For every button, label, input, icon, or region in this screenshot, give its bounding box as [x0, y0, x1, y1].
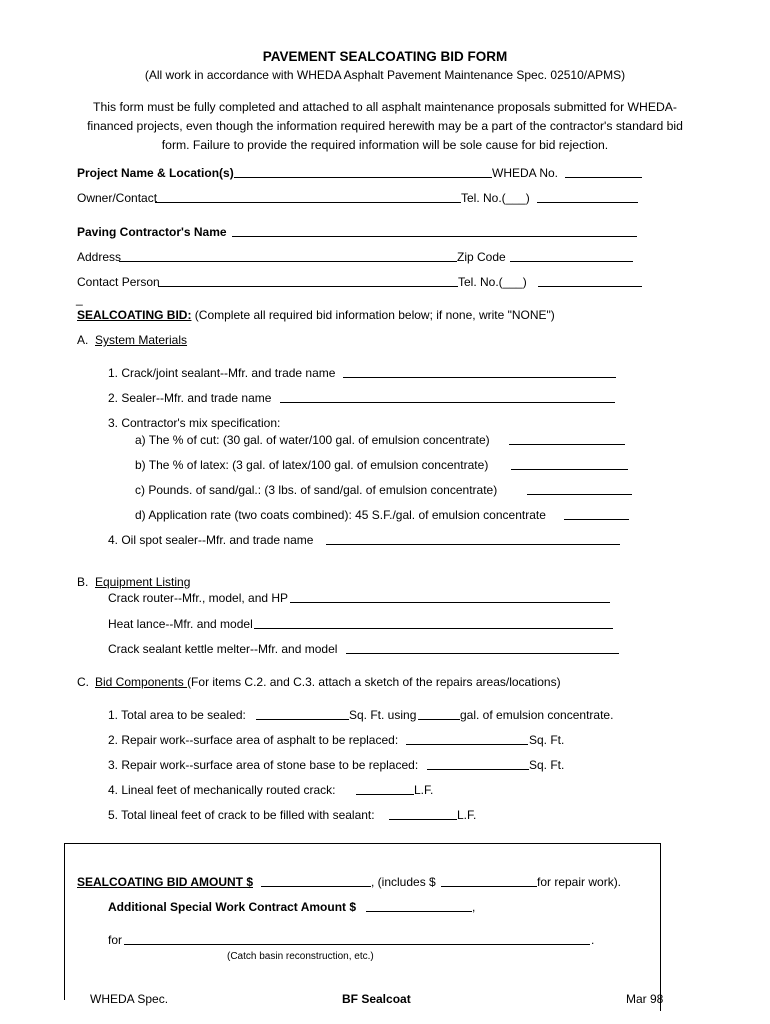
project-name-field[interactable] [234, 177, 492, 178]
section-b-title: Equipment Listing [95, 575, 191, 589]
sealcoating-bid-note: (Complete all required bid information below; if none, write "NONE") [191, 308, 555, 322]
sq-ft-using-label: Sq. Ft. using [349, 708, 417, 722]
emulsion-gallons-field[interactable] [418, 719, 460, 720]
section-a-title: System Materials [95, 333, 188, 347]
sand-per-gal-label: c) Pounds. of sand/gal.: (3 lbs. of sand/gal. of emulsion concentrate) [135, 483, 498, 497]
oil-spot-sealer-field[interactable] [326, 544, 620, 545]
crack-router-field[interactable] [290, 602, 610, 603]
asphalt-repair-label: 2. Repair work--surface area of asphalt to be replaced: [108, 733, 399, 747]
oil-spot-sealer-label: 4. Oil spot sealer--Mfr. and trade name [108, 533, 314, 547]
sealer-label: 2. Sealer--Mfr. and trade name [108, 391, 272, 405]
section-b-letter: B. [77, 575, 89, 589]
crack-filled-field[interactable] [389, 819, 457, 820]
address-label: Address [77, 250, 122, 264]
wheda-no-label: WHEDA No. [492, 166, 559, 180]
catch-basin-note: (Catch basin reconstruction, etc.) [227, 951, 374, 962]
sealcoating-bid-heading [77, 308, 555, 322]
section-c-title: Bid Components [95, 675, 188, 689]
sealer-field[interactable] [280, 402, 615, 403]
includes-label: , (includes $ [371, 875, 436, 889]
crack-filled-unit: L.F. [457, 808, 477, 822]
crack-sealant-field[interactable] [343, 377, 616, 378]
bid-amount-label: SEALCOATING BID AMOUNT $ [77, 875, 253, 889]
owner-tel-field[interactable] [537, 202, 638, 203]
total-area-field[interactable] [256, 719, 349, 720]
amount-box-right-border [660, 843, 661, 1011]
repair-amount-field[interactable] [441, 886, 537, 887]
section-c-heading [95, 675, 561, 689]
kettle-melter-label: Crack sealant kettle melter--Mfr. and model [108, 642, 338, 656]
wheda-no-field[interactable] [565, 177, 642, 178]
project-name-label: Project Name & Location(s) [77, 166, 234, 180]
owner-contact-field[interactable] [155, 202, 461, 203]
kettle-melter-field[interactable] [346, 653, 619, 654]
repair-work-label: for repair work). [537, 875, 622, 889]
routed-crack-field[interactable] [356, 794, 414, 795]
percent-cut-field[interactable] [509, 444, 625, 445]
owner-tel-label: Tel. No.(___) [461, 191, 530, 205]
sealcoating-bid-title: SEALCOATING BID: [77, 308, 192, 322]
contact-person-field[interactable] [158, 286, 458, 287]
stone-base-repair-field[interactable] [427, 769, 529, 770]
crack-sealant-label: 1. Crack/joint sealant--Mfr. and trade name [108, 366, 336, 380]
paving-contractor-field[interactable] [232, 236, 637, 237]
percent-latex-field[interactable] [511, 469, 628, 470]
address-field[interactable] [119, 261, 457, 262]
application-rate-label: d) Application rate (two coats combined): 45 S.F./gal. of emulsion concentrate [135, 508, 546, 522]
paving-contractor-label: Paving Contractor's Name [77, 225, 227, 239]
amount-box-left-border [64, 843, 65, 1000]
owner-contact-label: Owner/Contact [77, 191, 158, 205]
stone-base-repair-unit: Sq. Ft. [529, 758, 565, 772]
contact-tel-field[interactable] [538, 286, 642, 287]
bid-amount-field[interactable] [261, 886, 371, 887]
asphalt-repair-unit: Sq. Ft. [529, 733, 565, 747]
contact-person-label: Contact Person [77, 275, 160, 289]
additional-work-label: Additional Special Work Contract Amount $ [108, 900, 357, 914]
percent-cut-label: a) The % of cut: (30 gal. of water/100 gal. of emulsion concentrate) [135, 433, 490, 447]
form-title: PAVEMENT SEALCOATING BID FORM [262, 49, 508, 64]
routed-crack-unit: L.F. [414, 783, 434, 797]
form-subtitle: (All work in accordance with WHEDA Asphalt Pavement Maintenance Spec. 02510/APMS) [144, 68, 626, 82]
footer-date: Mar 98 [626, 992, 664, 1006]
additional-work-comma: , [472, 900, 476, 914]
asphalt-repair-field[interactable] [406, 744, 528, 745]
application-rate-field[interactable] [564, 519, 629, 520]
heat-lance-label: Heat lance--Mfr. and model [108, 617, 253, 631]
section-a-letter: A. [77, 333, 89, 347]
mix-spec-label: 3. Contractor's mix specification: [108, 416, 281, 430]
for-description-field[interactable] [124, 944, 590, 945]
stone-base-repair-label: 3. Repair work--surface area of stone base to be replaced: [108, 758, 419, 772]
percent-latex-label: b) The % of latex: (3 gal. of latex/100 gal. of emulsion concentrate) [135, 458, 489, 472]
zip-code-label: Zip Code [457, 250, 506, 264]
additional-work-field[interactable] [366, 911, 472, 912]
heat-lance-field[interactable] [254, 628, 613, 629]
footer-spec: WHEDA Spec. [90, 992, 169, 1006]
stray-dash: _ [76, 292, 83, 306]
total-area-label: 1. Total area to be sealed: [108, 708, 246, 722]
crack-router-label: Crack router--Mfr., model, and HP [108, 591, 289, 605]
emulsion-concentrate-label: gal. of emulsion concentrate. [460, 708, 614, 722]
sand-per-gal-field[interactable] [527, 494, 632, 495]
contact-tel-label: Tel. No.(___) [458, 275, 527, 289]
zip-code-field[interactable] [510, 261, 633, 262]
footer-title: BF Sealcoat [342, 992, 411, 1006]
amount-box-top-border [64, 843, 661, 844]
crack-filled-label: 5. Total lineal feet of crack to be filled with sealant: [108, 808, 375, 822]
for-label: for [108, 933, 123, 947]
section-c-letter: C. [77, 675, 89, 689]
routed-crack-label: 4. Lineal feet of mechanically routed crack: [108, 783, 336, 797]
intro-paragraph: This form must be fully completed and attached to all asphalt maintenance proposals submitted for WHEDA-financed projects, even though the information required herewith may be a part of the contractor's standard bid form. Failure to provide the required information will be sole cause for bid rejection. [87, 100, 683, 152]
section-c-note: (For items C.2. and C.3. attach a sketch of the repairs areas/locations) [187, 675, 561, 689]
for-period: . [591, 933, 595, 947]
